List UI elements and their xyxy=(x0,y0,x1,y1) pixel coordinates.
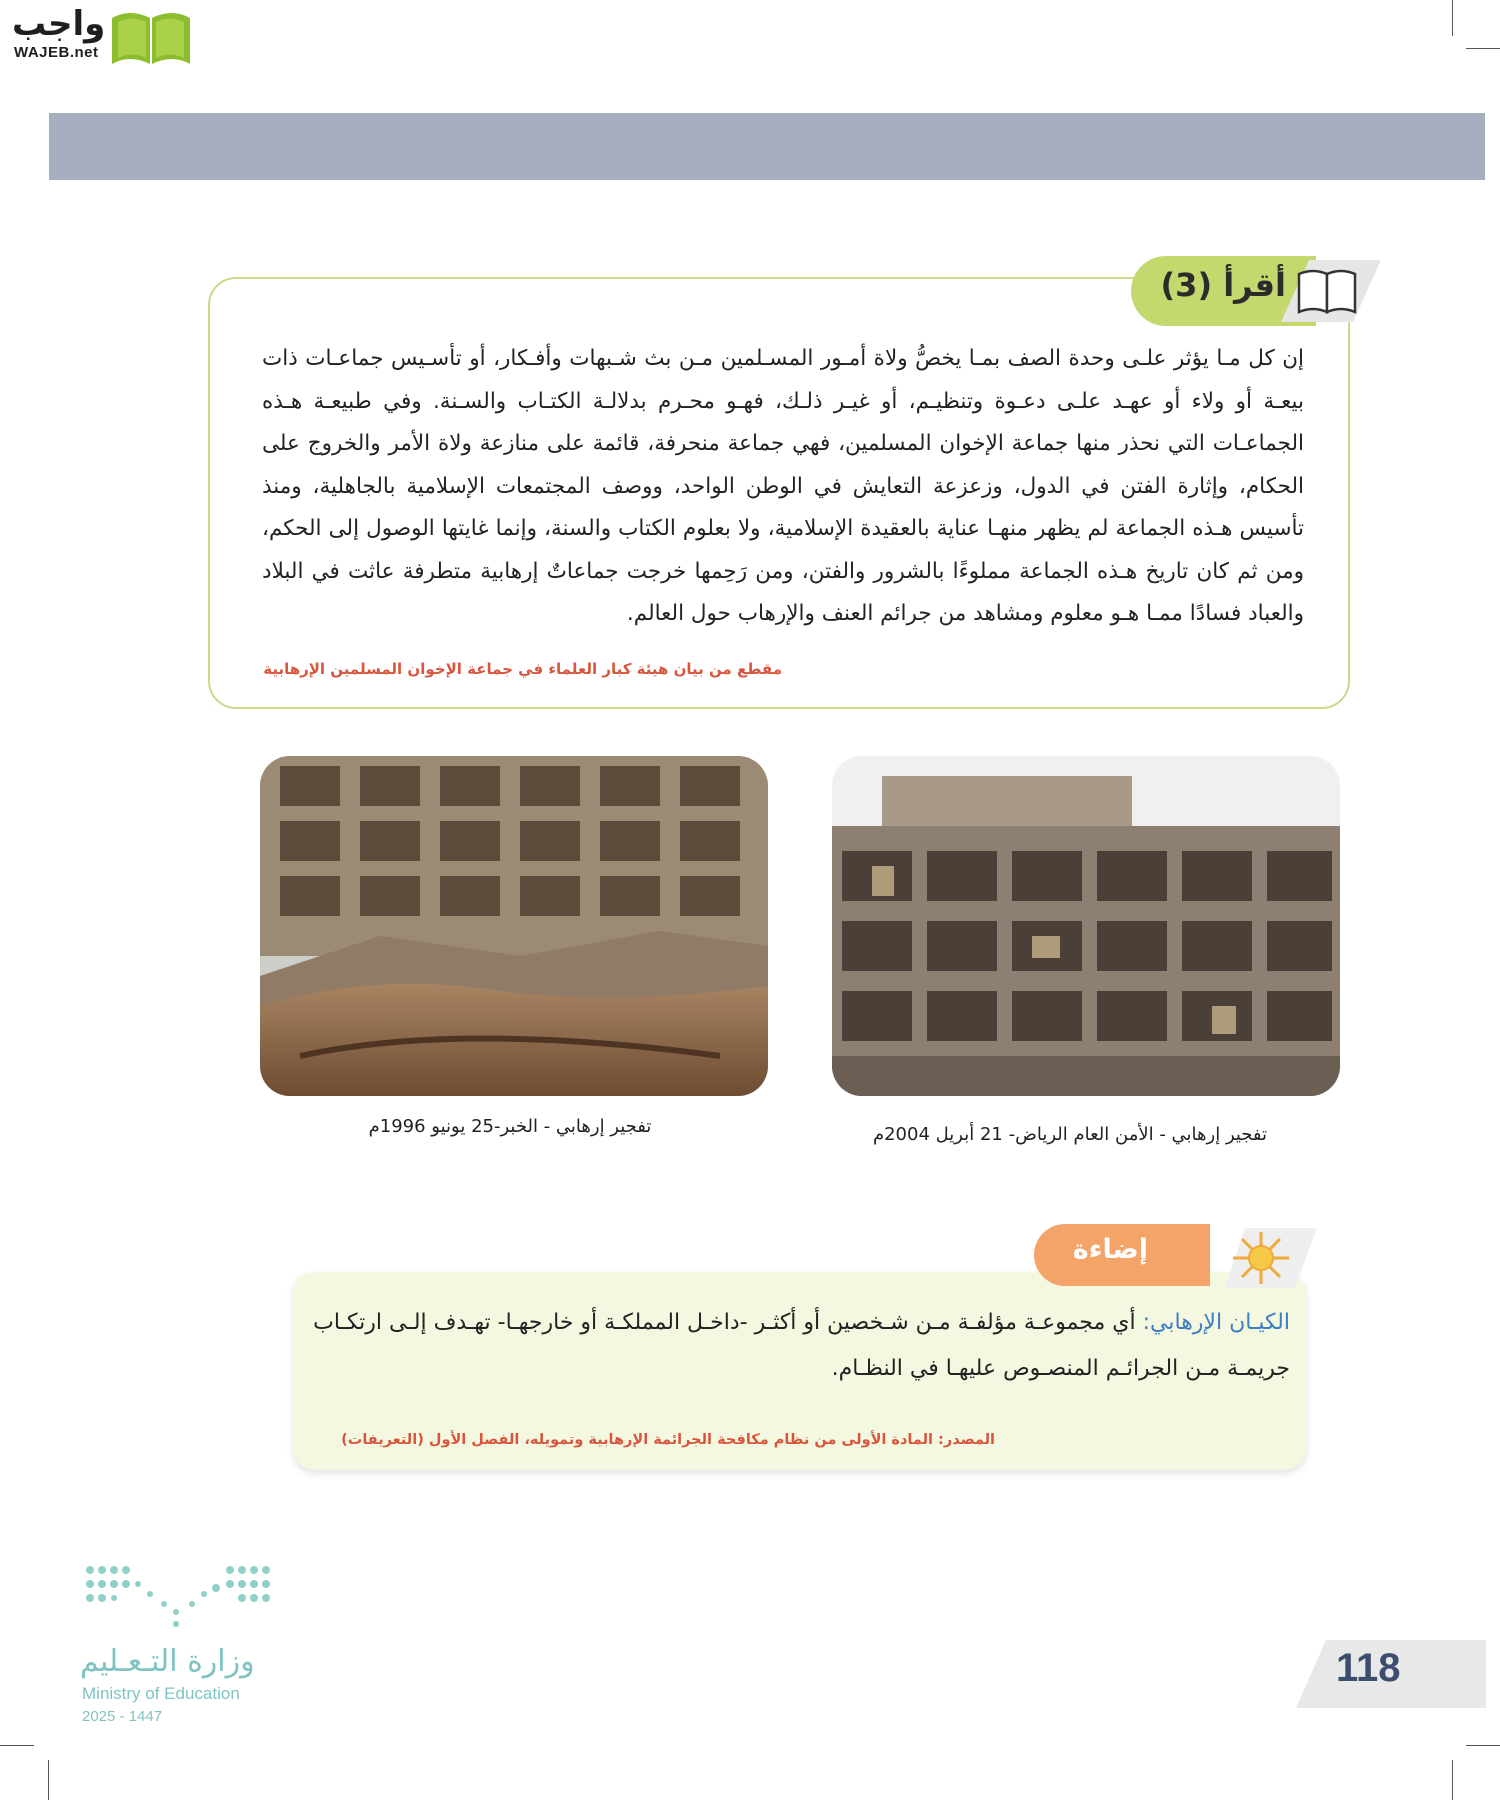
reading-source: مقطع من بيان هيئة كبار العلماء في جماعة الإخوان المسلمين الإرهابية xyxy=(263,660,782,678)
page-number-box xyxy=(1296,1640,1486,1708)
info-title-tab xyxy=(1034,1224,1210,1286)
riyadh-photo-caption: تفجير إرهابي - الأمن العام الرياض- 21 أبريل 2004م xyxy=(872,1124,1268,1145)
reading-title: أقرأ (3) xyxy=(1160,266,1286,304)
info-definition: أي مجموعـة مؤلفـة مـن شـخصين أو أكثـر -داخـل المملكـة أو خارجهـا- تهـدف إلـى ارتكـاب جريمـة مـن الجرائـم المنصـوص عليهـا في النظـام. xyxy=(313,1310,1290,1381)
ministry-arabic-name: وزارة التـعـليم xyxy=(80,1644,255,1679)
ministry-year: 2025 - 1447 xyxy=(82,1708,163,1725)
info-text xyxy=(305,1300,1290,1392)
crop-mark xyxy=(1452,1760,1453,1800)
header-bar xyxy=(49,113,1485,180)
crop-mark xyxy=(1466,48,1500,49)
crop-mark xyxy=(1452,0,1453,36)
sun-icon xyxy=(1225,1228,1317,1288)
ministry-logo xyxy=(80,1560,280,1730)
book-logo-icon xyxy=(108,6,194,68)
crop-mark xyxy=(0,1745,34,1746)
open-book-icon xyxy=(1281,260,1381,322)
reading-title-tab xyxy=(1131,256,1386,326)
riyadh-bombing-photo xyxy=(832,756,1340,1096)
khobar-photo-illustration xyxy=(260,756,768,1096)
wajeb-logo[interactable] xyxy=(8,4,194,70)
info-source: المصدر: المادة الأولى من نظام مكافحة الجرائمة الإرهابية وتمويله، الفصل الأول (التعريفات) xyxy=(341,1432,995,1448)
logo-english-text: WAJEB.net xyxy=(14,44,99,61)
reading-paragraph: إن كل مـا يؤثر علـى وحدة الصف بمـا يخصُّ ولاة أمـور المسـلمين مـن بث شـبهات وأفـكار، أو تأسـيس جماعـات ذات بيعـة أو ولاء أو عهـد علـى دعـوة وتنظيـم، أو غيـر ذلـك، فهـو محـرم بدلالـة الكتـاب والسـنة. وفي طبيعـة هـذه الجماعـات التي نحذر منها جماعة الإخوان المسلمين، فهي جماعة منحرفة، قائمة على منازعة ولاة الأمر والخروج على الحكام، وإثارة الفتن في الدول، وزعزعة التعايش في الوطن الواحد، ووصف المجتمعات الإسلامية بالجاهلية، ومنذ تأسيس هـذه الجماعة لم يظهر منهـا عناية بالعقيدة الإسلامية، ولا بعلوم الكتاب والسنة، وإنما غايتها الوصول إلى الحكم، ومن ثم كان تاريخ هـذه الجماعة مملوءًا بالشرور والفتن، ومن رَحِمها خرجت جماعاتٌ إرهابية متطرفة عاثت في البلاد والعباد فسادًا ممـا هـو معلوم ومشاهد من جرائم العنف والإرهاب حول العالم. xyxy=(262,346,1304,626)
logo-arabic-text: واجب xyxy=(12,4,106,44)
ministry-dots-icon xyxy=(80,1560,280,1640)
page-number: 118 xyxy=(1336,1646,1401,1690)
khobar-photo-caption: تفجير إرهابي - الخبر-25 يونيو 1996م xyxy=(368,1116,652,1137)
crop-mark xyxy=(1466,1745,1500,1746)
riyadh-photo-illustration xyxy=(832,756,1340,1096)
khobar-bombing-photo xyxy=(260,756,768,1096)
info-term: الكيـان الإرهابي: xyxy=(1142,1310,1290,1335)
crop-mark xyxy=(48,1760,49,1800)
ministry-english-name: Ministry of Education xyxy=(82,1684,240,1703)
info-title: إضاءة xyxy=(1072,1234,1148,1265)
